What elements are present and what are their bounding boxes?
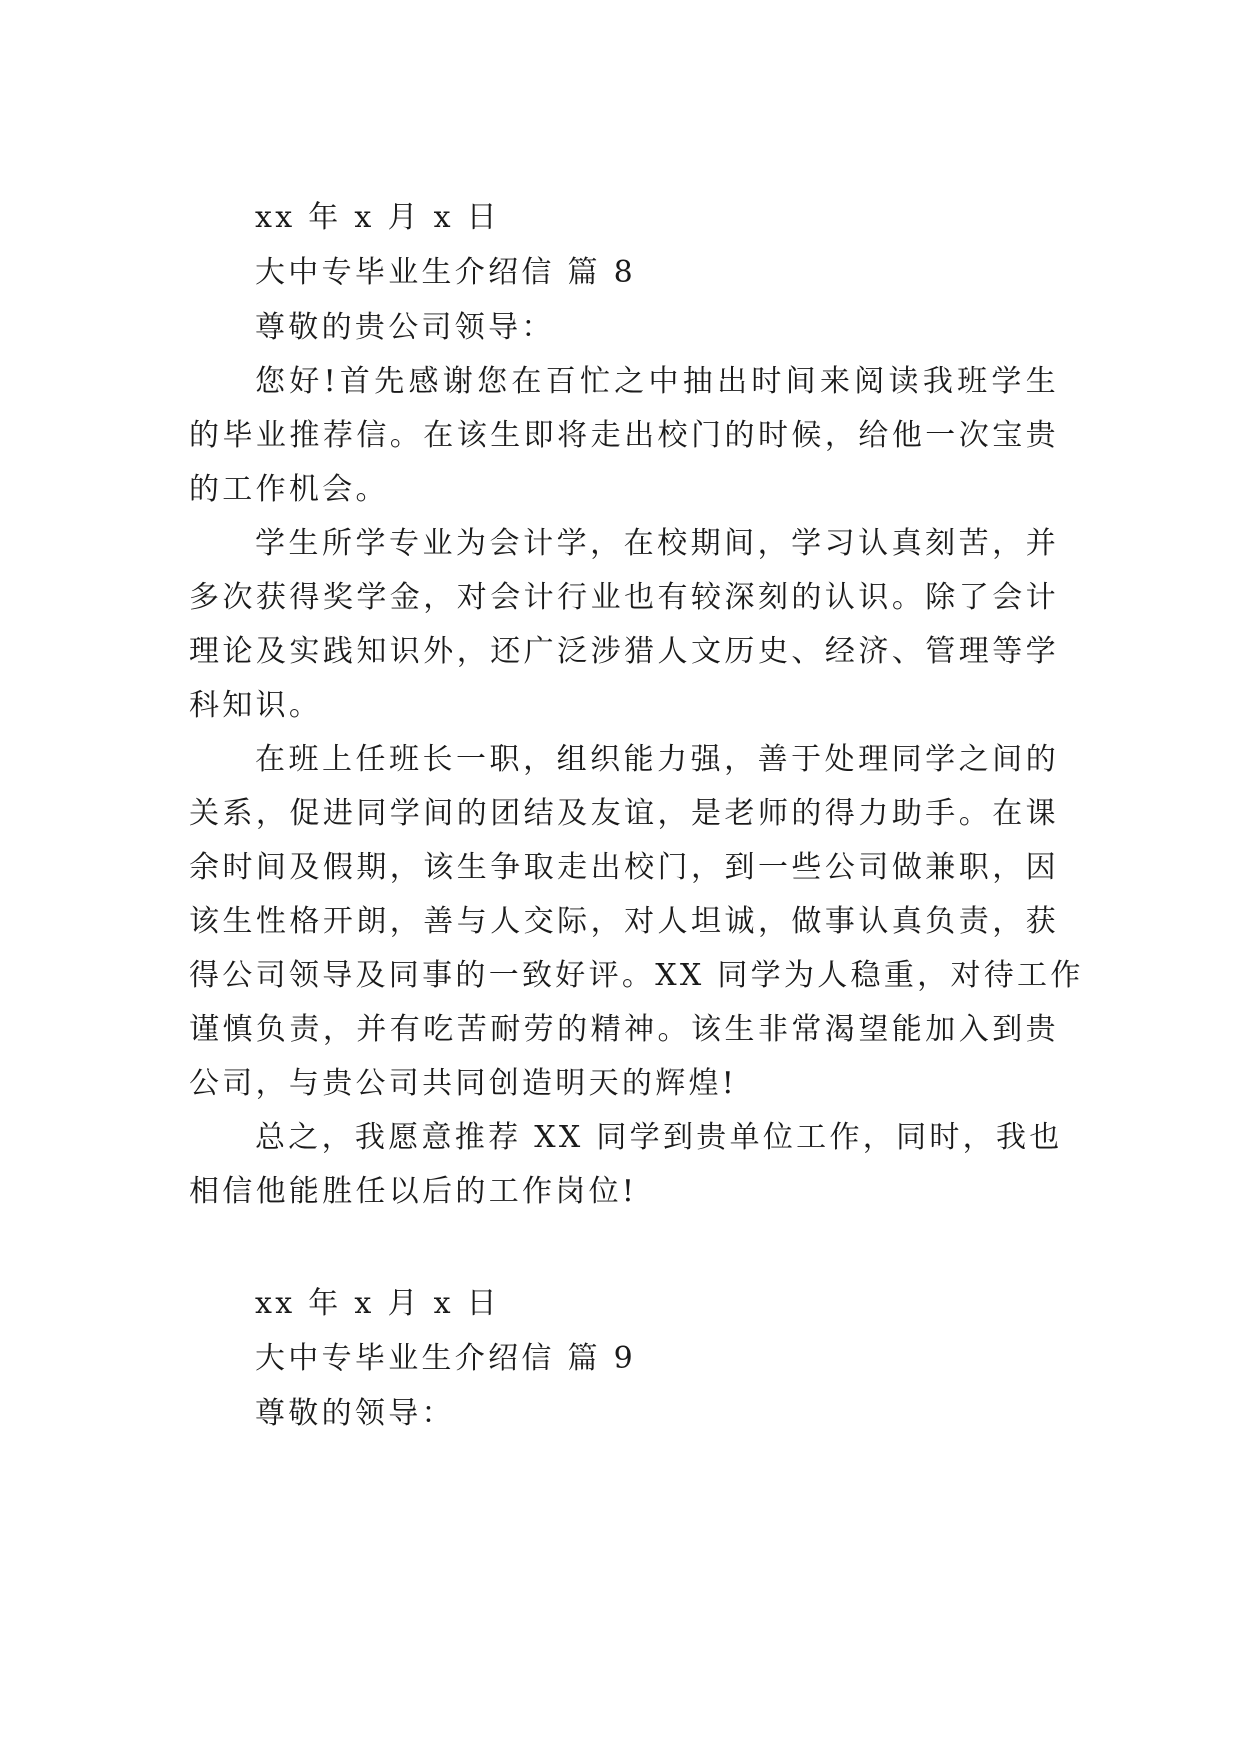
- section-heading: 大中专毕业生介绍信 篇 9: [255, 1341, 637, 1376]
- paragraph-line: 的工作机会。: [189, 472, 389, 507]
- date-line: xx 年 x 月 x 日: [255, 1286, 500, 1321]
- paragraph-line: 公司，与贵公司共同创造明天的辉煌!: [189, 1066, 738, 1101]
- paragraph-line: 相信他能胜任以后的工作岗位!: [189, 1174, 638, 1209]
- paragraph-line: 谨慎负责，并有吃苦耐劳的精神。该生非常渴望能加入到贵: [189, 1012, 1059, 1047]
- paragraph-line: 余时间及假期，该生争取走出校门，到一些公司做兼职，因: [189, 850, 1059, 885]
- paragraph-line: 总之，我愿意推荐 XX 同学到贵单位工作，同时，我也: [255, 1120, 1063, 1155]
- section-heading: 大中专毕业生介绍信 篇 8: [255, 255, 637, 290]
- paragraph-line: 您好!首先感谢您在百忙之中抽出时间来阅读我班学生: [255, 364, 1059, 399]
- paragraph-line: 多次获得奖学金，对会计行业也有较深刻的认识。除了会计: [189, 580, 1059, 615]
- paragraph-line: 关系，促进同学间的团结及友谊，是老师的得力助手。在课: [189, 796, 1059, 831]
- paragraph-line: 的毕业推荐信。在该生即将走出校门的时候，给他一次宝贵: [189, 418, 1059, 453]
- paragraph-line: 学生所学专业为会计学，在校期间，学习认真刻苦，并: [255, 526, 1059, 561]
- paragraph-line: 该生性格开朗，善与人交际，对人坦诚，做事认真负责，获: [189, 904, 1059, 939]
- salutation: 尊敬的贵公司领导：: [255, 310, 555, 345]
- paragraph-line: 理论及实践知识外，还广泛涉猎人文历史、经济、管理等学: [189, 634, 1059, 669]
- date-line: xx 年 x 月 x 日: [255, 200, 500, 235]
- paragraph-line: 得公司领导及同事的一致好评。XX 同学为人稳重，对待工作: [189, 958, 1084, 993]
- paragraph-line: 在班上任班长一职，组织能力强，善于处理同学之间的: [255, 742, 1059, 777]
- salutation: 尊敬的领导：: [255, 1396, 455, 1431]
- paragraph-line: 科知识。: [189, 688, 323, 723]
